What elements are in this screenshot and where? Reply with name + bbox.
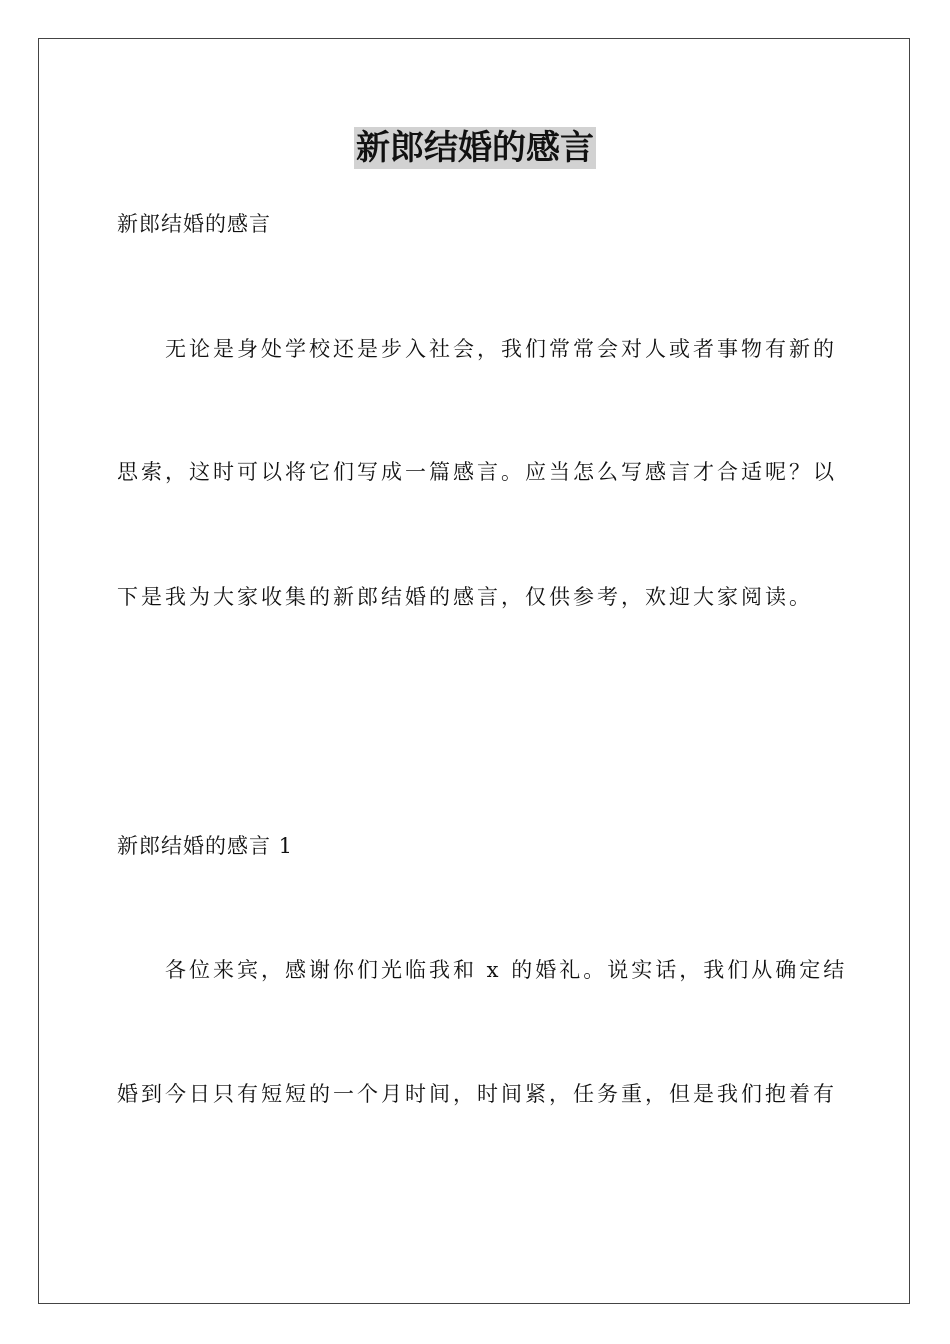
section-line: 各位来宾，感谢你们光临我和 x 的婚礼。说实话，我们从确定结 bbox=[117, 958, 848, 982]
intro-line: 思索，这时可以将它们写成一篇感言。应当怎么写感言才合适呢？以 bbox=[117, 460, 837, 484]
intro-line: 无论是身处学校还是步入社会，我们常常会对人或者事物有新的 bbox=[117, 337, 837, 361]
title-container bbox=[0, 127, 950, 169]
section-line: 婚到今日只有短短的一个月时间，时间紧，任务重，但是我们抱着有 bbox=[117, 1082, 837, 1106]
intro-line: 下是我为大家收集的新郎结婚的感言，仅供参考，欢迎大家阅读。 bbox=[117, 585, 813, 609]
section-heading: 新郎结婚的感言 1 bbox=[117, 834, 294, 858]
document-subtitle: 新郎结婚的感言 bbox=[117, 212, 271, 236]
document-title: 新郎结婚的感言 bbox=[356, 128, 594, 168]
